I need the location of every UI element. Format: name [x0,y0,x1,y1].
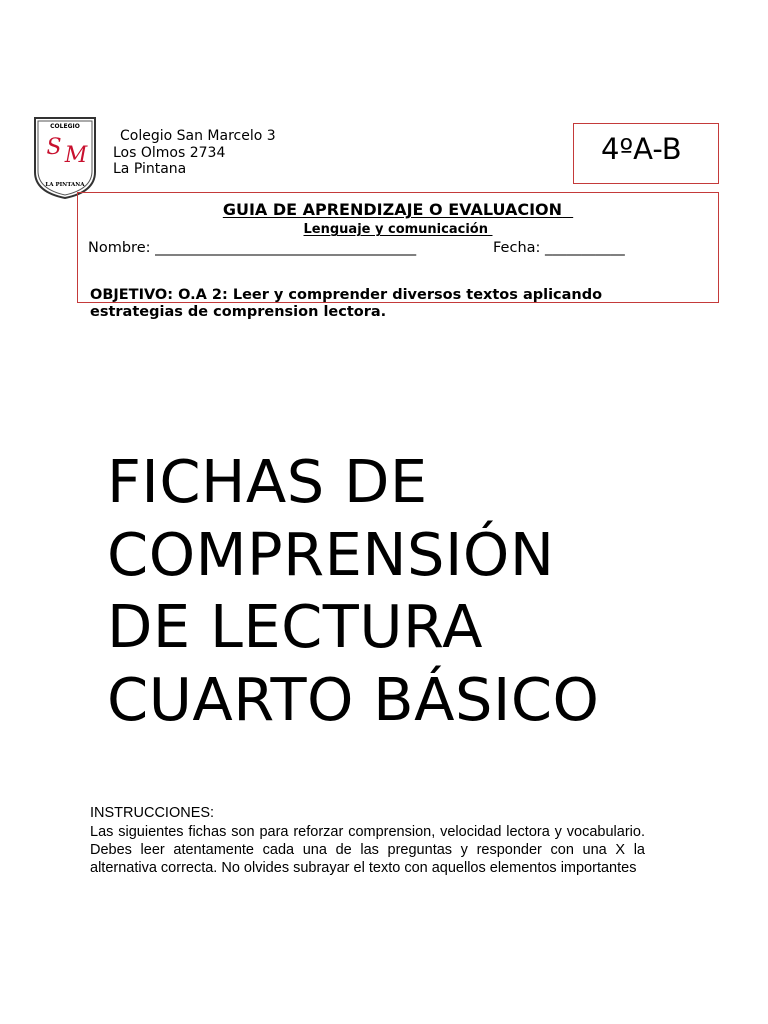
subject-text: Lenguaje y comunicación [303,222,488,237]
school-commune: La Pintana [113,161,187,177]
school-logo [33,116,97,200]
school-info [113,128,276,178]
main-title-line-1: FICHAS DE [107,447,428,516]
name-field[interactable]: Nombre: ____________________________________ [88,240,417,256]
main-title-line-4: CUARTO BÁSICO [107,664,600,734]
grade-label: 4ºA-B [601,132,682,166]
logo-letter-s: S [46,135,62,160]
guide-title [78,200,718,219]
guide-title-text: GUIA DE APRENDIZAJE O EVALUACION [222,200,563,219]
main-title-line-3: DE LECTURA [107,592,483,661]
instructions-text: Las siguientes fichas son para reforzar comprension, velocidad lectora y vocabulario. Debes leer atentamente cada una de las preguntas y responder con una X la alternativa correcta. No olvides subrayar el texto con aquellos elementos importantes [90,824,645,876]
instructions-label: INSTRUCCIONES: [90,805,215,821]
main-title-line-2: COMPRENSIÓN [107,519,555,589]
date-field[interactable]: Fecha: ___________ [493,240,625,256]
subject-title [78,222,718,237]
main-title [107,446,600,736]
logo-letter-m: M [64,143,88,168]
grade-box [573,123,719,184]
school-name: Colegio San Marcelo 3 [120,128,276,144]
logo-bottom-text: LA PINTANA [45,182,85,188]
school-crest-icon [33,116,97,200]
objective-text: OBJETIVO: O.A 2: Leer y comprender diversos textos aplicando estrategias de comprension lectora. [90,287,603,320]
logo-top-text: COLEGIO [50,123,80,130]
school-address: Los Olmos 2734 [113,144,226,161]
